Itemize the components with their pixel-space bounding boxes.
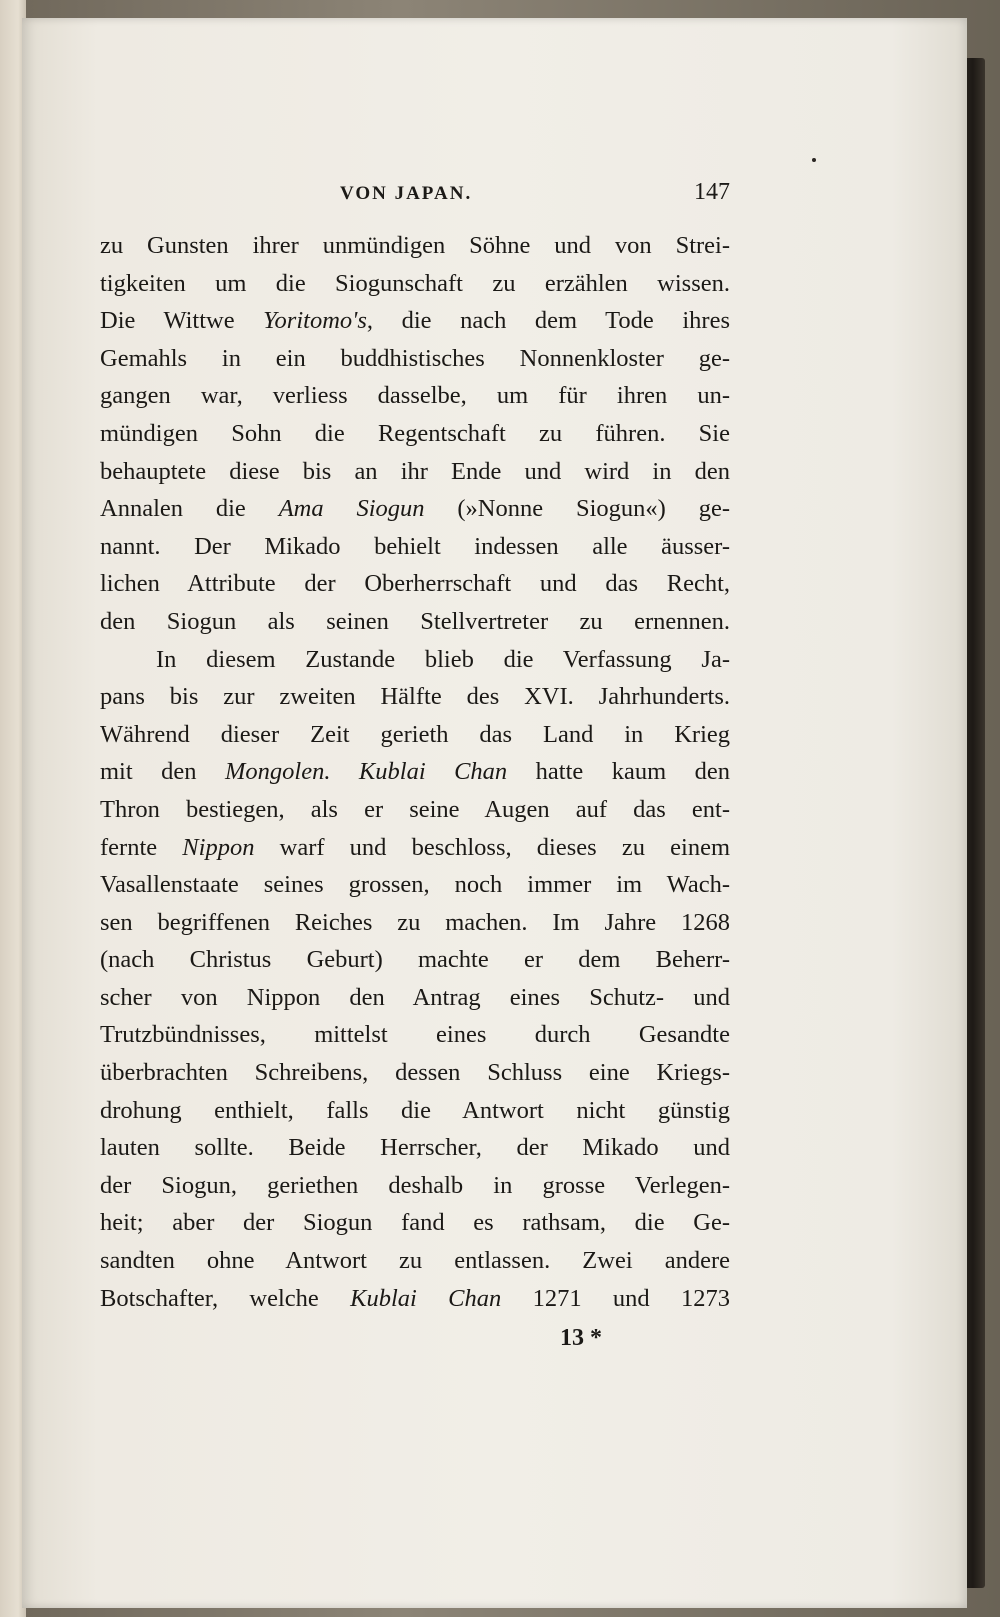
- line-text: mündigen Sohn die Regentschaft zu führen. Sie: [100, 419, 730, 447]
- line-text-pre: Botschafter, welche: [100, 1284, 351, 1312]
- text-line: [100, 1054, 730, 1092]
- line-text: den Siogun als seinen Stellvertreter zu ernennen.: [100, 607, 730, 635]
- line-text-italic: Kublai Chan: [350, 1284, 502, 1312]
- text-line: [100, 753, 730, 791]
- ink-speck: [812, 158, 816, 162]
- page-number: 147: [694, 179, 730, 205]
- text-line: [100, 1242, 730, 1280]
- line-text: pans bis zur zweiten Hälfte des XVI. Jahrhunderts.: [100, 683, 730, 711]
- line-text: behauptete diese bis an ihr Ende und wird in den: [100, 457, 730, 485]
- text-line: [100, 265, 730, 303]
- text-line: [100, 904, 730, 942]
- line-text-pre: Die Wittwe: [100, 307, 264, 335]
- line-text: lauten sollte. Beide Herrscher, der Mikado und: [100, 1134, 730, 1162]
- line-text: Thron bestiegen, als er seine Augen auf das ent-: [100, 795, 730, 823]
- line-text: überbrachten Schreibens, dessen Schluss eine Kriegs-: [100, 1059, 730, 1087]
- text-line: [100, 1167, 730, 1205]
- running-head: VON JAPAN.: [340, 183, 473, 204]
- text-line: [100, 415, 730, 453]
- text-line: [100, 678, 730, 716]
- line-text-post: , die nach dem Tode ihres: [366, 307, 730, 335]
- line-text: zu Gunsten ihrer unmündigen Söhne und von Strei-: [100, 232, 730, 259]
- text-line: [100, 302, 730, 340]
- line-text-post: 1271 und 1273: [501, 1284, 731, 1312]
- line-text: (nach Christus Geburt) machte er dem Beherr-: [100, 946, 730, 974]
- line-text-post: warf und beschloss, dieses zu einem: [254, 833, 731, 861]
- text-line: [100, 453, 730, 491]
- line-text-italic: Ama Siogun: [278, 495, 425, 523]
- text-line: [100, 1016, 730, 1054]
- line-text: Vasallenstaate seines grossen, noch immer im Wach-: [100, 871, 730, 899]
- line-text-pre: mit den: [100, 758, 225, 786]
- text-line: [100, 1092, 730, 1130]
- text-line: [100, 866, 730, 904]
- line-text: der Siogun, geriethen deshalb in grosse Verlegen-: [100, 1171, 730, 1199]
- text-line: [100, 941, 730, 979]
- line-text: Während dieser Zeit gerieth das Land in Krieg: [100, 720, 730, 748]
- text-line: [100, 565, 730, 603]
- text-line: [100, 227, 730, 265]
- line-text: scher von Nippon den Antrag eines Schutz- und: [100, 983, 730, 1011]
- text-line: [100, 1204, 730, 1242]
- text-line: [100, 340, 730, 378]
- line-text: lichen Attribute der Oberherrschaft und das Recht,: [100, 570, 730, 598]
- line-text: nannt. Der Mikado behielt indessen alle äusser-: [100, 532, 730, 560]
- line-text: Gemahls in ein buddhistisches Nonnenkloster ge-: [100, 344, 730, 372]
- line-text: heit; aber der Siogun fand es rathsam, die Ge-: [100, 1209, 730, 1237]
- line-text: gangen war, verliess dasselbe, um für ihren un-: [100, 382, 730, 410]
- line-text-italic: Mongolen. Kublai Chan: [224, 758, 508, 786]
- text-line: [100, 490, 730, 528]
- text-line: [100, 1129, 730, 1167]
- text-line: [100, 641, 730, 679]
- line-text-pre: fernte: [100, 833, 183, 861]
- text-line: [100, 829, 730, 867]
- line-text: Trutzbündnisses, mittelst eines durch Gesandte: [100, 1021, 730, 1049]
- line-text: tigkeiten um die Siogunschaft zu erzählen wissen.: [100, 269, 730, 297]
- text-line: [100, 716, 730, 754]
- line-text: drohung enthielt, falls die Antwort nicht günstig: [100, 1096, 730, 1124]
- page-header: [100, 175, 730, 211]
- line-text-post: (»Nonne Siogun«) ge-: [424, 495, 730, 523]
- text-line: [100, 791, 730, 829]
- text-line: [100, 1280, 730, 1318]
- text-line: [100, 377, 730, 415]
- text-line: [100, 603, 730, 641]
- text-line: [100, 979, 730, 1017]
- line-text: In diesem Zustande blieb die Verfassung Ja-: [156, 645, 730, 673]
- body-text: [100, 227, 730, 1317]
- text-line: [100, 528, 730, 566]
- line-text: sandten ohne Antwort zu entlassen. Zwei andere: [100, 1247, 730, 1275]
- line-text-post: hatte kaum den: [507, 758, 731, 786]
- line-text: sen begriffenen Reiches zu machen. Im Jahre 1268: [100, 908, 730, 936]
- signature-mark: 13 *: [560, 1325, 602, 1351]
- line-text-italic: Yoritomo's: [263, 307, 367, 335]
- line-text-pre: Annalen die: [100, 495, 279, 523]
- line-text-italic: Nippon: [182, 833, 255, 861]
